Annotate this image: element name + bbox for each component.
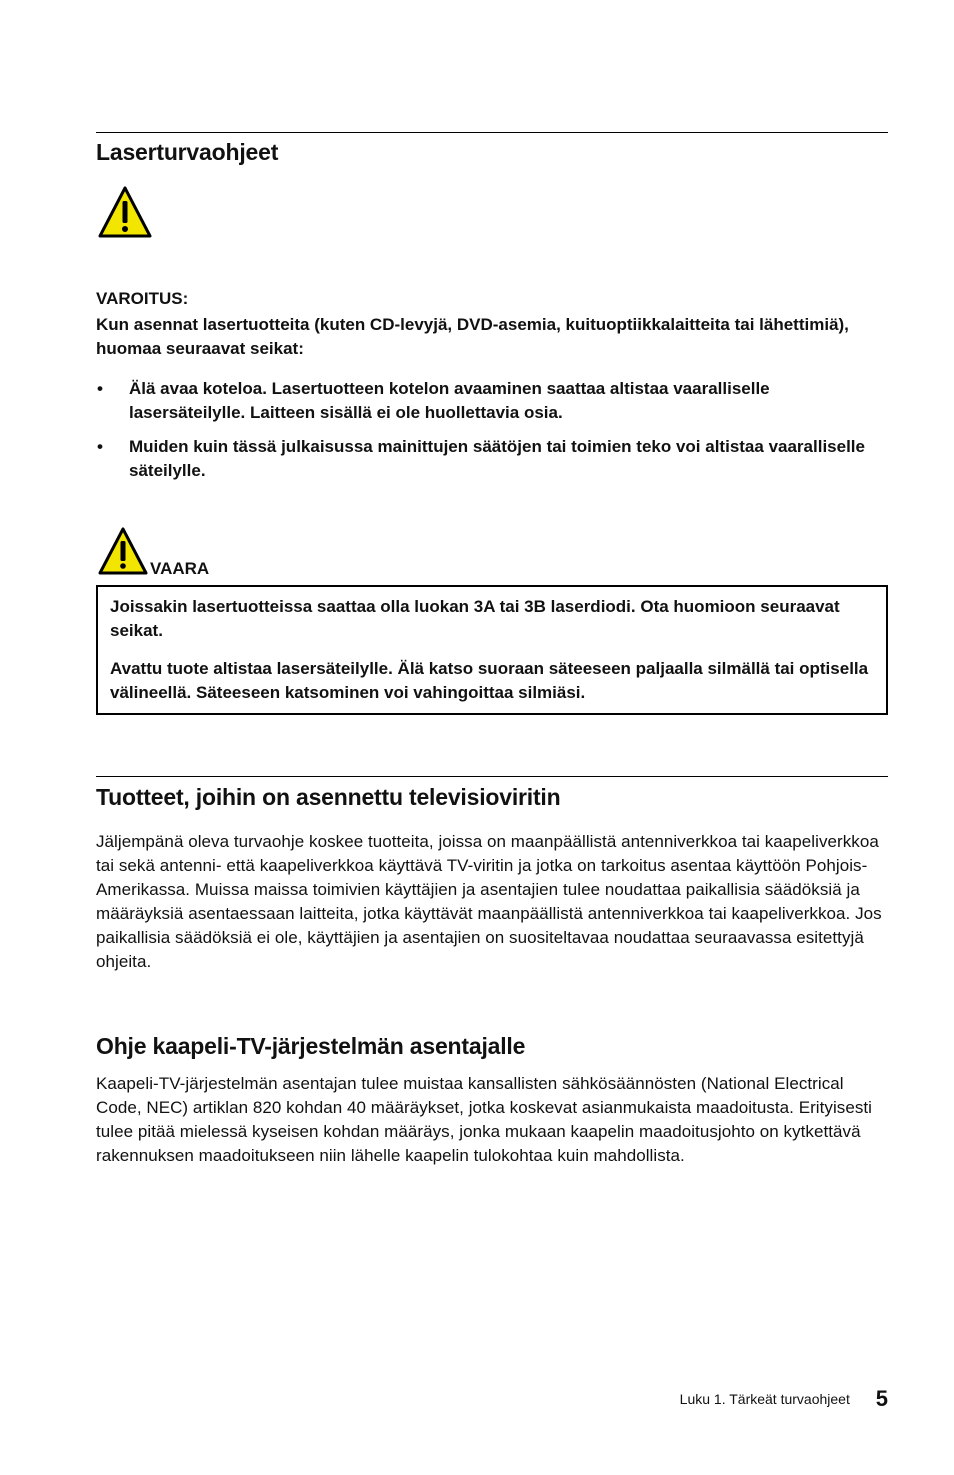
bullet-text: Älä avaa koteloa. Lasertuotteen kotelon avaaminen saattaa altistaa vaaralliselle lasersäteilylle. Laitteen sisällä ei ole huollettavia osia. [129, 379, 770, 422]
page-number: 5 [875, 1386, 888, 1411]
section-title-laser: Laserturvaohjeet [96, 139, 279, 165]
danger-label: VAARA [150, 559, 210, 578]
danger-box [96, 585, 888, 715]
danger-paragraph: Joissakin lasertuotteissa saattaa olla luokan 3A tai 3B laserdiodi. Ota huomioon seuraavat seikat. [110, 597, 840, 640]
bullet-symbol: • [97, 437, 103, 456]
tv-paragraph: Jäljempänä oleva turvaohje koskee tuotteita, joissa on maanpäällistä antenniverkkoa tai kaapeliverkkoa tai sekä antenni- että kaapeliverkkoa käyttävä TV-viritin ja jotka on tarkoitus asentaa käyttöön Pohjois-Amerikassa. Muissa maissa toimivien käyttäjien ja asentajien tulee noudattaa paikallisia säädöksiä ja määräyksiä asentaessaan laitteita, jotka käyttävät maanpäällistä antenniverkkoa tai kaapeliverkkoa. Jos paikallisia säädöksiä ei ole, käyttäjien ja asentajien on suositeltavaa noudattaa seuraavassa esitettyjä ohjeita. [96, 832, 882, 971]
danger-triangle-icon [97, 526, 149, 581]
section-rule [96, 132, 888, 133]
section-title-cable: Ohje kaapeli-TV-järjestelmän asentajalle [96, 1033, 526, 1059]
warning-triangle-icon [97, 185, 153, 244]
bullet-text: Muiden kuin tässä julkaisussa mainittujen säätöjen tai toimien teko voi altistaa vaaralliselle säteilylle. [129, 437, 865, 480]
warning-label: VAROITUS: [96, 289, 189, 308]
section-title-tv: Tuotteet, joihin on asennettu televisioviritin [96, 784, 561, 810]
list-item [96, 435, 888, 483]
warning-bullet-list [96, 377, 888, 493]
section-rule [96, 776, 888, 777]
footer-chapter: Luku 1. Tärkeät turvaohjeet [679, 1391, 850, 1407]
list-item [96, 377, 888, 425]
bullet-symbol: • [97, 379, 103, 398]
danger-paragraph: Avattu tuote altistaa lasersäteilylle. Älä katso suoraan säteeseen paljaalla silmällä tai optisella välineellä. Säteeseen katsominen voi vahingoittaa silmiäsi. [110, 659, 869, 702]
warning-intro: Kun asennat lasertuotteita (kuten CD-levyjä, DVD-asemia, kuituoptiikkalaitteita tai lähettimiä), huomaa seuraavat seikat: [96, 315, 849, 358]
cable-paragraph: Kaapeli-TV-järjestelmän asentajan tulee muistaa kansallisten sähkösäännösten (National Electrical Code, NEC) artiklan 820 kohdan 40 määräykset, jotka koskevat asianmukaista maadoitusta. Erityisesti tulee pitää mielessä kyseisen kohdan määräys, jonka mukaan kaapelin maadoitusjohto on kytkettävä rakennuksen maadoitukseen niin lähelle kaapelin tulokohtaa kuin mahdollista. [96, 1074, 872, 1165]
page-footer [96, 1386, 888, 1412]
